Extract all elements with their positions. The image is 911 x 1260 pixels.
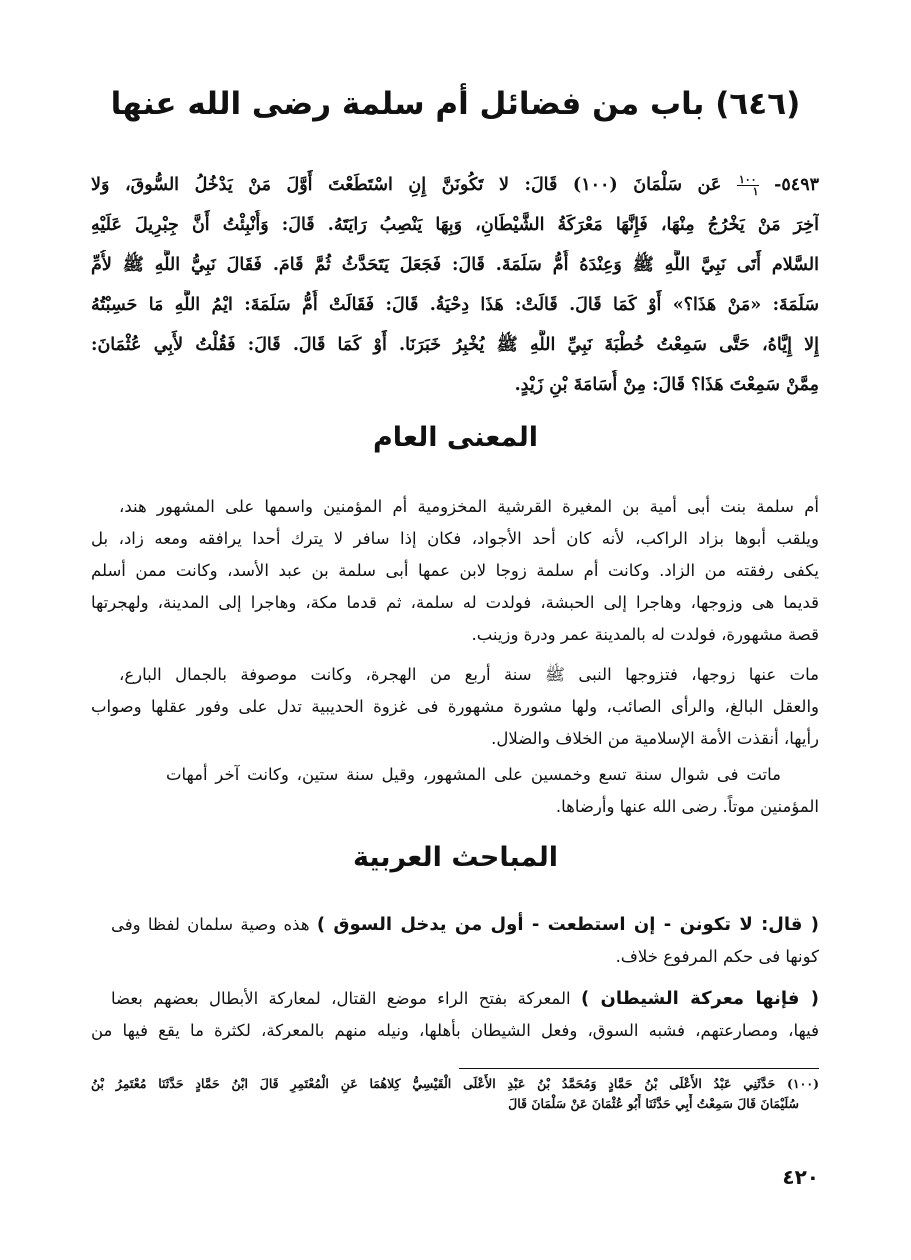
paragraph-line: رأيها، أنقذت الأمة الإسلامية من الخلاف والضلال. xyxy=(491,729,819,748)
fraction-top: ١٠٠ xyxy=(738,173,757,186)
page-number: ٤٢٠ xyxy=(782,1165,819,1189)
paragraph-line: ويلقب أبوها بزاد الراكب، لأنه كان أحد الأجواد، فكان إذا سافر لا يترك أحدا يرافقه ومعه زاد، بل xyxy=(91,529,819,548)
paragraph-line: ماتت فى شوال سنة تسع وخمسين على المشهور، وقيل سنة ستين، وكانت آخر أمهات xyxy=(166,765,781,784)
fraction-bottom: ١ xyxy=(752,185,759,198)
paragraph-line: والعقل البالغ، والرأى الصائب، ولها مشورة مشهورة فى غزوة الحديبية تدل على وفور عقلها وصواب xyxy=(91,697,819,716)
hadith-text: عَن سَلْمَانَ (١٠٠) قَالَ: لا تَكُونَنَّ إِنِ اسْتَطَعْتَ أَوَّلَ مَنْ يَدْخُلُ السُّوقَ، وَلا xyxy=(91,175,722,195)
topic-line: كونها فى حكم المرفوع خلاف. xyxy=(615,947,819,966)
hadith-line: سَلَمَةَ: «مَنْ هَذَا؟» أَوْ كَمَا قَالَ. قَالَتْ: هَذَا دِحْيَةُ. قَالَ: فَقَالَتْ أُمُّ سَلَمَةَ: ايْمُ اللَّهِ مَا حَسِبْتُهُ xyxy=(91,295,819,315)
hadith-line: إِلا إِيَّاهُ، حَتَّى سَمِعْتُ خُطْبَةَ نَبِيِّ اللَّهِ ﷺ يُخْبِرُ خَبَرَنَا. أَوْ كَمَا قَالَ. قَالَ: فَقُلْتُ لأَبِي عُثْمَانَ: xyxy=(91,335,819,355)
footnote-line: سُلَيْمَانَ قَالَ سَمِعْتُ أَبِي حَدَّثَنَا أَبُو عُثْمَانَ عَنْ سَلْمَانَ قَالَ xyxy=(508,1096,799,1111)
topic-explanation: هذه وصية سلمان لفظا وفى xyxy=(111,915,310,934)
section-heading-arabic-topics: المباحث العربية xyxy=(352,842,559,873)
topic-term: ( قال: لا تكونن - إن استطعت - أول من يدخل السوق ) xyxy=(316,914,819,935)
paragraph-line: مات عنها زوجها، فتزوجها النبى ﷺ سنة أربع من الهجرة، وكانت موصوفة بالجمال البارع، xyxy=(119,665,819,684)
hadith-line: السَّلام أَتَى نَبِيَّ اللَّهِ ﷺ وَعِنْدَهُ أُمُّ سَلَمَةَ. قَالَ: فَجَعَلَ يَتَحَدَّثُ ثُمَّ قَامَ. فَقَالَ نَبِيُّ اللَّهِ ﷺ لأُمِّ xyxy=(91,255,819,275)
paragraph-line: يكفى رفقته من الزاد. وكانت أم سلمة زوجا لابن عمها أبى سلمة بن عبد الأسد، وكانت ممن أسلم xyxy=(91,561,819,580)
section-heading-general-meaning: المعنى العام xyxy=(372,422,539,453)
hadith-fraction xyxy=(737,174,759,197)
topic-item-1 xyxy=(111,910,819,940)
paragraph-line: قصة مشهورة، فولدت له بالمدينة عمر ودرة وزينب. xyxy=(471,625,819,644)
hadith-line-1 xyxy=(91,170,819,200)
topic-term: ( فإنها معركة الشيطان ) xyxy=(580,988,819,1009)
chapter-title: (٦٤٦) باب من فضائل أم سلمة رضى الله عنها xyxy=(110,86,801,122)
hadith-line: مِمَّنْ سَمِعْتَ هَذَا؟ قَالَ: مِنْ أُسَامَةَ بْنِ زَيْدٍ. xyxy=(514,375,819,395)
paragraph-line: قديما هى وزوجها، وهاجرا إلى الحبشة، فولدت له سلمة، ثم قدما مكة، وهاجرا إلى المدينة، ولهجرتها xyxy=(91,593,819,612)
footnote-divider xyxy=(459,1068,819,1069)
topic-item-2 xyxy=(111,984,819,1014)
paragraph-line: المؤمنين موتاً. رضى الله عنها وأرضاها. xyxy=(555,797,819,816)
topic-explanation: المعركة بفتح الراء موضع القتال، لمعاركة الأبطال بعضهم بعضا xyxy=(111,989,571,1008)
paragraph-line: أم سلمة بنت أبى أمية بن المغيرة القرشية المخزومية أم المؤمنين واسمها على المشهور هند، xyxy=(119,497,819,516)
hadith-line: آخِرَ مَنْ يَخْرُجُ مِنْهَا، فَإِنَّهَا مَعْرَكَةُ الشَّيْطَانِ، وَبِهَا يَنْصِبُ رَايَتَهُ. قَالَ: وَأُنْبِئْتُ أَنَّ جِبْرِيلَ عَلَيْهِ xyxy=(91,215,819,235)
footnote-line: (١٠٠) حَدَّثَنِي عَبْدُ الأَعْلَى بْنُ حَمَّادٍ وَمُحَمَّدُ بْنُ عَبْدِ الأَعْلَى الْقَيْسِيُّ كِلاهُمَا عَنِ الْمُعْتَمِرِ قَالَ ابْنُ حَمَّادٍ حَدَّثَنَا مُعْتَمِرُ بْنُ xyxy=(91,1076,819,1091)
topic-line: فيها، ومصارعتهم، فشبه السوق، وفعل الشيطان بأهلها، ونيله منهم بالمعركة، لكثرة ما يقع فيها من xyxy=(91,1021,819,1040)
hadith-number: ٥٤٩٣- xyxy=(774,175,819,195)
